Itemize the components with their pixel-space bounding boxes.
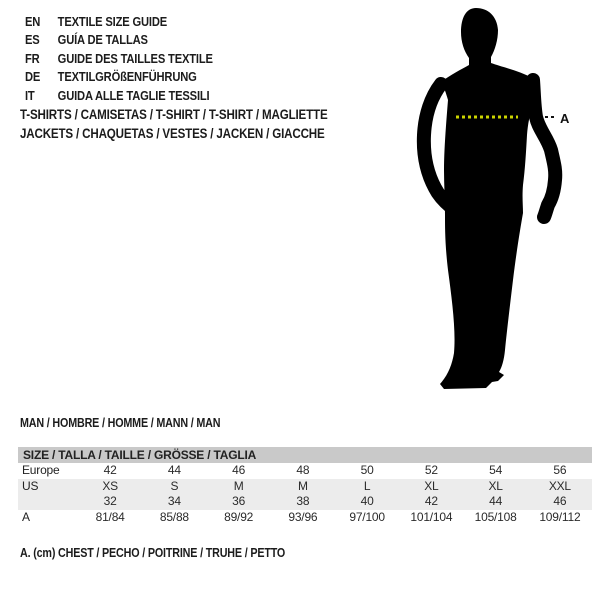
table-cell: 32 bbox=[103, 494, 117, 508]
language-label: TEXTILGRÖßENFÜHRUNG bbox=[57, 69, 197, 85]
row-label: Europe bbox=[22, 463, 60, 477]
size-figure bbox=[415, 5, 575, 395]
language-label: TEXTILE SIZE GUIDE bbox=[57, 14, 168, 29]
table-cell: 34 bbox=[167, 494, 181, 508]
table-cell: 42 bbox=[103, 463, 117, 477]
measure-label-a: A bbox=[560, 111, 570, 126]
table-cell: 89/92 bbox=[224, 509, 254, 524]
table-cell: M bbox=[297, 478, 308, 493]
table-cell: 56 bbox=[553, 463, 567, 477]
language-list bbox=[25, 13, 213, 105]
table-cell: S bbox=[170, 478, 179, 493]
table-cell: 85/88 bbox=[159, 509, 189, 524]
row-label: A bbox=[22, 509, 30, 524]
language-row bbox=[25, 87, 213, 105]
row-label: US bbox=[22, 478, 39, 493]
table-cell: 109/112 bbox=[539, 509, 581, 524]
language-code: ES bbox=[25, 32, 40, 48]
table-cell: 105/108 bbox=[474, 509, 517, 524]
table-cell: 48 bbox=[296, 463, 310, 477]
table-cell: 40 bbox=[360, 494, 374, 508]
section-title-man: MAN / HOMBRE / HOMME / MANN / MAN bbox=[20, 416, 221, 430]
language-code: IT bbox=[25, 87, 35, 103]
table-cell: 93/96 bbox=[288, 509, 318, 524]
man-right-arm bbox=[533, 80, 555, 217]
language-row bbox=[25, 31, 213, 49]
table-cell: L bbox=[363, 478, 371, 493]
language-label: GUIDE DES TAILLES TEXTILE bbox=[57, 50, 213, 66]
language-code: EN bbox=[25, 14, 41, 29]
size-table-header: SIZE / TALLA / TAILLE / GRÖSSE / TAGLIA bbox=[18, 447, 592, 463]
table-cell: XXL bbox=[548, 478, 571, 493]
table-cell: 46 bbox=[232, 463, 246, 477]
table-cell: 101/104 bbox=[410, 509, 453, 524]
table-cell: M bbox=[233, 478, 244, 493]
man-body-shape bbox=[440, 8, 538, 389]
table-row-europe bbox=[18, 463, 592, 479]
measure-footnote: A. (cm) CHEST / PECHO / POITRINE / TRUHE / PETTO bbox=[20, 546, 286, 560]
language-label: GUIDA ALLE TAGLIE TESSILI bbox=[57, 87, 210, 103]
table-cell: 52 bbox=[424, 463, 438, 477]
language-code: FR bbox=[25, 50, 40, 66]
table-cell: 36 bbox=[232, 494, 246, 508]
table-cell: 42 bbox=[424, 494, 438, 508]
language-row bbox=[25, 50, 213, 68]
language-row bbox=[25, 68, 213, 86]
table-cell: XL bbox=[488, 478, 503, 493]
table-cell: 44 bbox=[489, 494, 503, 508]
table-cell: 81/84 bbox=[95, 509, 125, 524]
category-line-jackets: JACKETS / CHAQUETAS / VESTES / JACKEN / GIACCHE bbox=[20, 125, 325, 141]
table-cell: 54 bbox=[489, 463, 503, 477]
language-code: DE bbox=[25, 69, 41, 85]
table-cell: XS bbox=[102, 478, 118, 493]
garment-categories bbox=[20, 106, 328, 143]
language-row bbox=[25, 13, 213, 31]
table-cell: 46 bbox=[553, 494, 567, 508]
table-cell: 38 bbox=[296, 494, 310, 508]
table-cell: 44 bbox=[167, 463, 181, 477]
table-cell: 97/100 bbox=[349, 509, 385, 524]
table-cell: 50 bbox=[360, 463, 374, 477]
table-cell: XL bbox=[424, 478, 439, 493]
category-line-tshirts: T-SHIRTS / CAMISETAS / T-SHIRT / T-SHIRT / MAGLIETTE bbox=[20, 107, 328, 122]
table-row-chest bbox=[18, 510, 592, 526]
size-table bbox=[18, 447, 592, 525]
language-label: GUÍA DE TALLAS bbox=[57, 32, 148, 48]
row-label bbox=[18, 494, 78, 510]
table-row-us bbox=[18, 479, 592, 495]
table-row-numeric bbox=[18, 494, 592, 510]
man-silhouette-graphic bbox=[415, 5, 575, 395]
